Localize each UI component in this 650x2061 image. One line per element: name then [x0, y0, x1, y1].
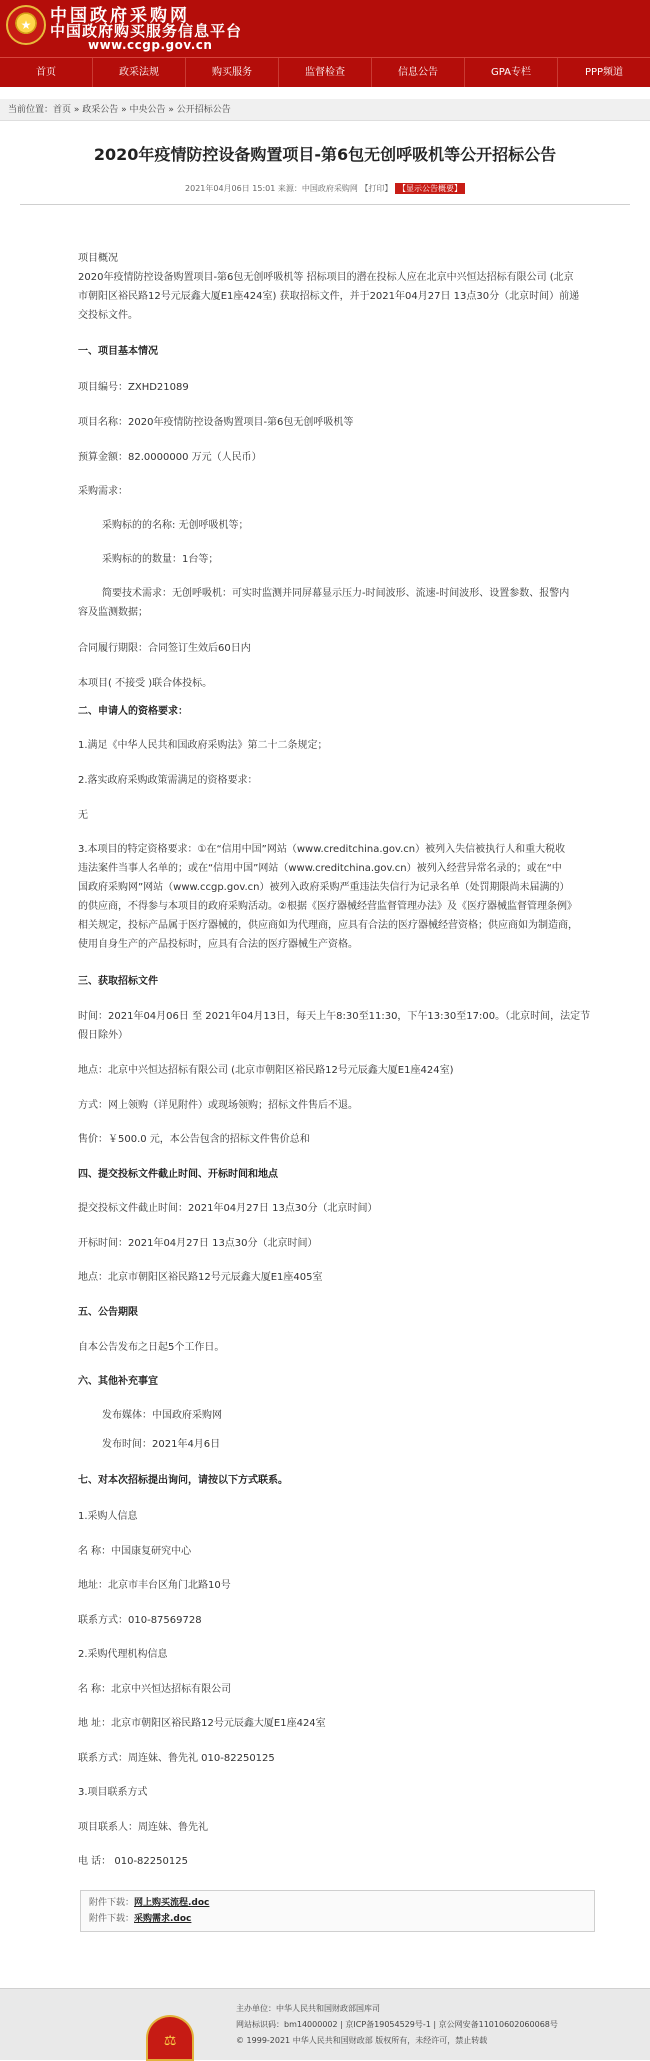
contact-phone: 联系方式：周连妹、鲁先礼 010-82250125 — [78, 1753, 275, 1764]
nav-supervision[interactable]: 监督检查 — [279, 58, 372, 87]
footer-icp: 网站标识码：bm14000002 | 京ICP备19054529号-1 | 京公网安备11010602060068号 — [236, 2020, 558, 2029]
section-heading: 五、公告期限 — [78, 1307, 138, 1318]
nav-services[interactable]: 购买服务 — [186, 58, 279, 87]
qualification-item: 使用自身生产的产品投标时，应具有合法的医疗器械生产资格。 — [78, 939, 358, 950]
breadcrumb-central[interactable]: 中央公告 — [129, 105, 166, 115]
attachment-link[interactable]: 网上购买流程.doc — [134, 1898, 210, 1908]
site-subtitle: 中国政府购买服务信息平台 — [50, 22, 243, 40]
summary-button[interactable]: 【显示公告概要】 — [395, 183, 465, 194]
consortium-note: 本项目( 不接受 )联合体投标。 — [78, 678, 213, 689]
demand-label: 采购需求： — [78, 486, 128, 497]
section-heading: 四、提交投标文件截止时间、开标时间和地点 — [78, 1169, 278, 1180]
print-link[interactable]: 【打印】 — [360, 184, 393, 193]
budget: 预算金额：82.0000000 万元（人民币） — [78, 452, 262, 463]
nav-gpa[interactable]: GPA专栏 — [465, 58, 558, 87]
publish-time: 发布时间：2021年4月6日 — [102, 1439, 221, 1450]
attachments-box — [80, 1890, 595, 1932]
ministry-seal-icon: ⚖ — [146, 2015, 194, 2061]
notice-period: 自本公告发布之日起5个工作日。 — [78, 1342, 225, 1353]
attachment-row: 附件下载：网上购买流程.doc — [89, 1898, 210, 1908]
bid-deadline: 提交投标文件截止时间：2021年04月27日 13点30分（北京时间） — [78, 1203, 378, 1214]
section-heading: 六、其他补充事宜 — [78, 1376, 158, 1387]
site-url[interactable]: www.ccgp.gov.cn — [88, 38, 213, 52]
overview-text: 交投标文件。 — [78, 310, 138, 321]
qualification-item: 1.满足《中华人民共和国政府采购法》第二十二条规定； — [78, 740, 328, 751]
overview-heading: 项目概况 — [78, 253, 118, 264]
source: 来源：中国政府采购网 — [277, 184, 358, 193]
footer-host: 主办单位：中华人民共和国财政部国库司 — [236, 2004, 380, 2013]
qualification-item: 的供应商，不得参与本项目的政府采购活动。②根据《医疗器械经营监督管理办法》及《医疗器械监督管理条例》 — [78, 901, 577, 912]
national-emblem-icon: ★ — [6, 5, 46, 45]
publish-date: 2021年04月06日 15:01 — [185, 184, 276, 193]
obtain-time: 时间：2021年04月06日 至 2021年04月13日，每天上午8:30至11:30，下午13:30至17:00。（北京时间，法定节 — [78, 1011, 591, 1022]
contact-heading: 1.采购人信息 — [78, 1511, 138, 1522]
nav-announcements[interactable]: 信息公告 — [372, 58, 465, 87]
contact-phone: 联系方式：010-87569728 — [78, 1615, 202, 1626]
opening-time: 开标时间：2021年04月27日 13点30分（北京时间） — [78, 1238, 318, 1249]
obtain-method: 方式：网上领购（详见附件）或现场领购；招标文件售后不退。 — [78, 1100, 358, 1111]
overview-text: 2020年疫情防控设备购置项目-第6包无创呼吸机等 招标项目的潜在投标人应在北京中兴恒达招标有限公司 (北京 — [78, 272, 574, 283]
nav-laws[interactable]: 政采法规 — [93, 58, 186, 87]
obtain-price: 售价：￥500.0 元，本公告包含的招标文件售价总和 — [78, 1134, 310, 1145]
section-heading: 三、获取招标文件 — [78, 976, 158, 987]
qualification-item: 2.落实政府采购政策需满足的资格要求： — [78, 775, 258, 786]
contact-name: 名 称：中国康复研究中心 — [78, 1546, 192, 1557]
contact-heading: 2.采购代理机构信息 — [78, 1649, 168, 1660]
demand-item: 采购标的的名称: 无创呼吸机等； — [102, 520, 249, 531]
footer-copyright: © 1999-2021 中华人民共和国财政部 版权所有，未经许可，禁止转载 — [236, 2036, 488, 2045]
demand-item: 简要技术需求：无创呼吸机：可实时监测并同屏幕显示压力-时间波形、流速-时间波形、设置参数、报警内 — [102, 588, 570, 599]
section-heading: 二、申请人的资格要求： — [78, 706, 188, 717]
qualification-item: 相关规定，投标产品属于医疗器械的，供应商如为代理商，应具有合法的医疗器械经营资格；供应商如为制造商， — [78, 920, 578, 931]
breadcrumb: 当前位置：首页 » 政采公告 » 中央公告 » 公开招标公告 — [0, 99, 650, 121]
section-heading: 七、对本次招标提出询问，请按以下方式联系。 — [78, 1475, 288, 1486]
attachment-row: 附件下载：采购需求.doc — [89, 1914, 192, 1924]
breadcrumb-announcements[interactable]: 政采公告 — [82, 105, 119, 115]
project-name: 项目名称：2020年疫情防控设备购置项目-第6包无创呼吸机等 — [78, 417, 354, 428]
contact-person: 项目联系人：周连妹、鲁先礼 — [78, 1822, 208, 1833]
project-number: 项目编号：ZXHD21089 — [78, 382, 189, 393]
contact-name: 名 称：北京中兴恒达招标有限公司 — [78, 1684, 232, 1695]
nav-ppp[interactable]: PPP频道 — [584, 67, 624, 78]
contact-address: 地 址：北京市朝阳区裕民路12号元辰鑫大厦E1座424室 — [78, 1718, 326, 1729]
opening-place: 地点：北京市朝阳区裕民路12号元辰鑫大厦E1座405室 — [78, 1272, 323, 1283]
contact-heading: 3.项目联系方式 — [78, 1787, 148, 1798]
breadcrumb-home[interactable]: 首页 — [53, 105, 72, 115]
contact-address: 地址：北京市丰台区角门北路10号 — [78, 1580, 231, 1591]
site-footer — [0, 1988, 650, 2060]
breadcrumb-tender[interactable]: 公开招标公告 — [176, 105, 231, 115]
demand-item: 容及监测数据； — [78, 607, 148, 618]
overview-text: 市朝阳区裕民路12号元辰鑫大厦E1座424室) 获取招标文件，并于2021年04月27日 13点30分（北京时间）前递 — [78, 291, 580, 302]
nav-home[interactable]: 首页 — [0, 58, 93, 87]
section-heading: 一、项目基本情况 — [78, 346, 158, 357]
contact-phone: 电 话： 010-82250125 — [78, 1856, 188, 1867]
qualification-item: 违法案件当事人名单的；或在“信用中国”网站（www.creditchina.gov.cn）被列入经营异常名录的；或在“中 — [78, 863, 562, 874]
contract-period: 合同履行期限：合同签订生效后60日内 — [78, 643, 251, 654]
site-title: 中国政府采购网 — [50, 6, 190, 26]
qualification-item: 无 — [78, 810, 88, 821]
obtain-time: 假日除外） — [78, 1030, 128, 1041]
publish-media: 发布媒体：中国政府采购网 — [102, 1410, 222, 1421]
demand-item: 采购标的的数量：1台等； — [102, 554, 219, 565]
obtain-place: 地点：北京中兴恒达招标有限公司 (北京市朝阳区裕民路12号元辰鑫大厦E1座424室) — [78, 1065, 454, 1076]
qualification-item: 3.本项目的特定资格要求：①在“信用中国”网站（www.creditchina.gov.cn）被列入失信被执行人和重大税收 — [78, 844, 566, 855]
page-title: 2020年疫情防控设备购置项目-第6包无创呼吸机等公开招标公告 — [93, 145, 557, 164]
qualification-item: 国政府采购网”网站（www.ccgp.gov.cn）被列入政府采购严重违法失信行为记录名单（处罚期限尚未届满的） — [78, 882, 570, 893]
attachment-link[interactable]: 采购需求.doc — [134, 1914, 192, 1924]
